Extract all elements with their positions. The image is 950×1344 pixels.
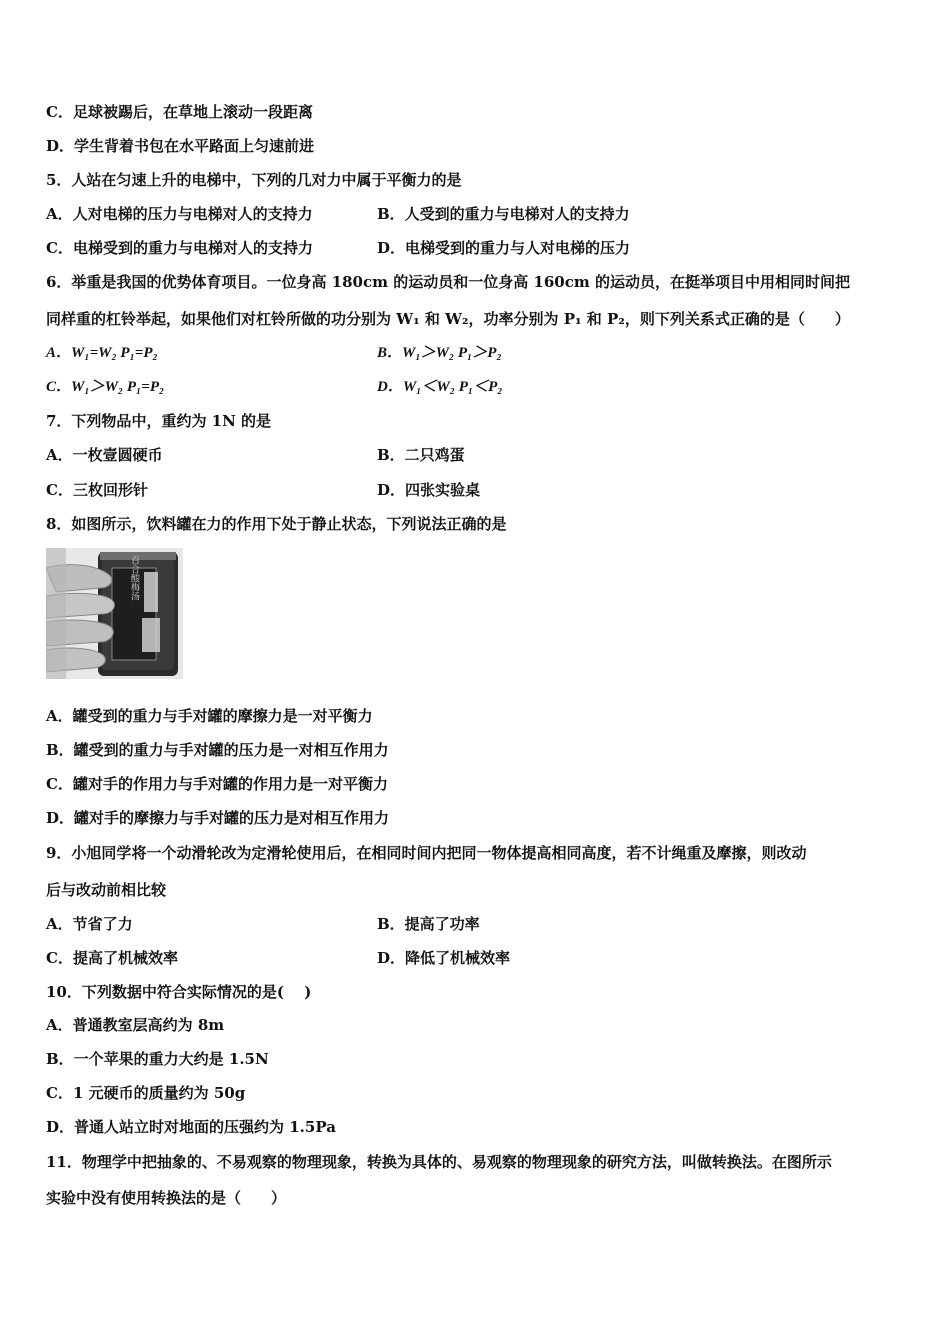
q10-option-b: B．一个苹果的重力大约是 1.5N bbox=[46, 1050, 269, 1068]
q9-option-b: B．提高了功率 bbox=[377, 915, 480, 933]
q9-option-c: C．提高了机械效率 bbox=[46, 949, 178, 967]
q8-option-b: B．罐受到的重力与手对罐的压力是一对相互作用力 bbox=[46, 741, 389, 759]
question-7: 7．下列物品中，重约为 1N 的是 bbox=[46, 412, 272, 430]
q10-option-a: A．普通教室层高约为 8m bbox=[46, 1016, 225, 1034]
q9-option-d: D．降低了机械效率 bbox=[377, 949, 511, 967]
q8-option-a: A．罐受到的重力与手对罐的摩擦力是一对平衡力 bbox=[46, 707, 373, 725]
q6-option-d: D．W₁＜W₂ P₁＜P₂ bbox=[377, 379, 503, 395]
q9-option-a: A．节省了力 bbox=[46, 915, 133, 933]
q4-option-d: D．学生背着书包在水平路面上匀速前进 bbox=[46, 137, 315, 155]
q5-option-a: A．人对电梯的压力与电梯对人的支持力 bbox=[46, 205, 313, 223]
q5-option-c: C．电梯受到的重力与电梯对人的支持力 bbox=[46, 239, 313, 257]
question-11-line1: 11．物理学中把抽象的、不易观察的物理现象，转换为具体的、易观察的物理现象的研究方法，叫做转换法。在图所示 bbox=[46, 1153, 832, 1171]
q5-option-d: D．电梯受到的重力与人对电梯的压力 bbox=[377, 239, 631, 257]
q8-option-d: D．罐对手的摩擦力与手对罐的压力是对相互作用力 bbox=[46, 809, 390, 827]
can-label-text: 百合酸梅汤 bbox=[129, 555, 139, 601]
question-5: 5．人站在匀速上升的电梯中，下列的几对力中属于平衡力的是 bbox=[46, 171, 462, 189]
q7-option-d: D．四张实验桌 bbox=[377, 481, 481, 499]
q10-option-c: C．1 元硬币的质量约为 50g bbox=[46, 1084, 246, 1102]
question-9-line1: 9．小旭同学将一个动滑轮改为定滑轮使用后，在相同时间内把同一物体提高相同高度，若不计绳重及摩擦，则改动 bbox=[46, 844, 807, 862]
q6-option-b: B．W₁＞W₂ P₁＞P₂ bbox=[377, 345, 502, 361]
q7-option-a: A．一枚壹圆硬币 bbox=[46, 446, 163, 464]
q7-option-c: C．三枚回形针 bbox=[46, 481, 148, 499]
q4-option-c: C．足球被踢后，在草地上滚动一段距离 bbox=[46, 103, 313, 121]
question-6-line1: 6．举重是我国的优势体育项目。一位身高 180cm 的运动员和一位身高 160cm 的运动员，在挺举项目中用相同时间把 bbox=[46, 273, 850, 291]
q10-option-d: D．普通人站立时对地面的压强约为 1.5Pa bbox=[46, 1118, 336, 1136]
q6-option-a: A．W₁=W₂ P₁=P₂ bbox=[46, 345, 158, 361]
drink-can-photo bbox=[46, 548, 183, 679]
question-6-line2: 同样重的杠铃举起，如果他们对杠铃所做的功分别为 W₁ 和 W₂，功率分别为 P₁ 和 P₂，则下列关系式正确的是（ ） bbox=[46, 310, 850, 328]
question-8: 8．如图所示，饮料罐在力的作用下处于静止状态，下列说法正确的是 bbox=[46, 515, 507, 533]
q5-option-b: B．人受到的重力与电梯对人的支持力 bbox=[377, 205, 630, 223]
question-9-line2: 后与改动前相比较 bbox=[46, 881, 167, 899]
question-10: 10．下列数据中符合实际情况的是( ) bbox=[46, 983, 312, 1001]
question-11-line2: 实验中没有使用转换法的是（ ） bbox=[46, 1189, 287, 1207]
hand-holding-can-illustration bbox=[46, 548, 183, 679]
q6-option-c: C．W₁＞W₂ P₁=P₂ bbox=[46, 379, 165, 395]
q8-option-c: C．罐对手的作用力与手对罐的作用力是一对平衡力 bbox=[46, 775, 388, 793]
q7-option-b: B．二只鸡蛋 bbox=[377, 446, 465, 464]
